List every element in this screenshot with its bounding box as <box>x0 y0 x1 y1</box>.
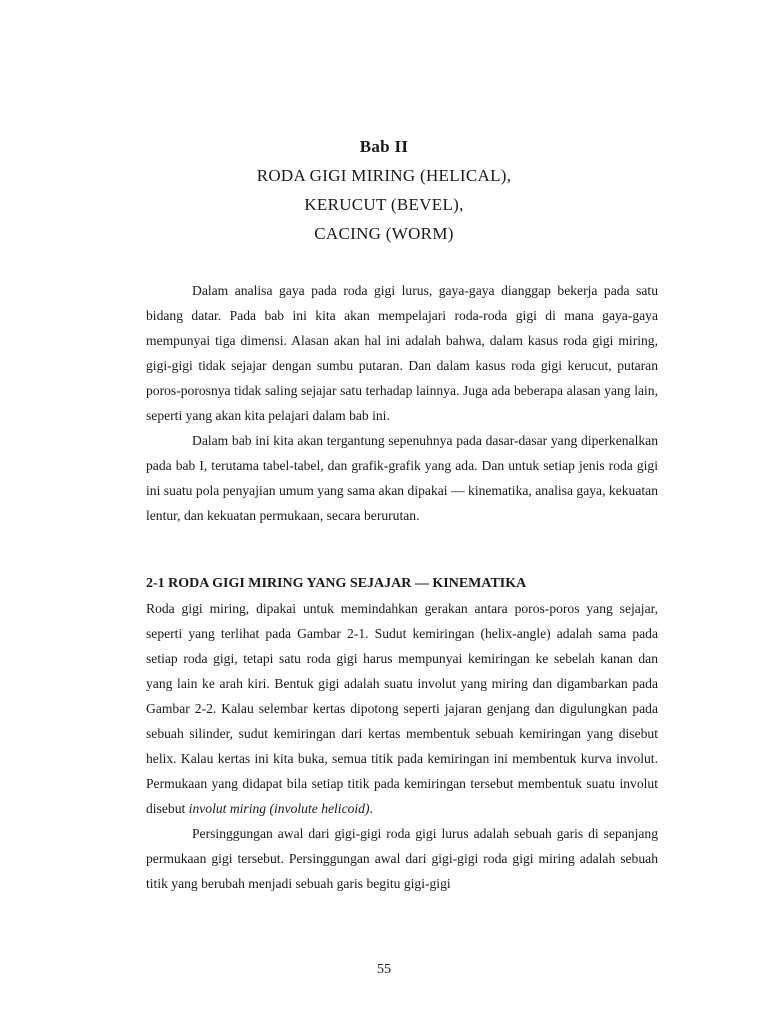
chapter-title-line-3: CACING (WORM) <box>314 224 454 243</box>
section-heading: 2-1 RODA GIGI MIRING YANG SEJAJAR — KINEMATIKA <box>146 576 527 591</box>
intro-paragraph-1: Dalam analisa gaya pada roda gigi lurus, gaya-gaya dianggap bekerja pada satu bidang datar. Pada bab ini kita akan mempelajari roda-roda gigi di mana gaya-gaya mempunyai tiga dimensi. Alasan akan hal ini adalah bahwa, dalam kasus roda gigi miring, gigi-gigi tidak sejajar dengan sumbu putaran. Dan dalam kasus roda gigi kerucut, putaran poros-porosnya tidak saling sejajar satu terhadap lainnya. Juga ada beberapa alasan yang lain, seperti yang akan kita pelajari dalam bab ini. <box>146 283 658 423</box>
section-2-1 <box>146 571 658 896</box>
intro-paragraph-2: Dalam bab ini kita akan tergantung sepenuhnya pada dasar-dasar yang diperkenalkan pada bab I, terutama tabel-tabel, dan grafik-grafik yang ada. Dan untuk setiap jenis roda gigi ini suatu pola penyajian umum yang sama akan dipakai — kinematika, analisa gaya, kekuatan lentur, dan kekuatan permukaan, secara berurutan. <box>146 433 658 523</box>
section-paragraph-1 <box>146 596 658 821</box>
page-number: 55 <box>377 962 391 977</box>
intro-section <box>146 278 658 528</box>
chapter-title-line-2: KERUCUT (BEVEL), <box>304 195 464 214</box>
chapter-title-line-1: RODA GIGI MIRING (HELICAL), <box>256 166 512 185</box>
section-paragraph-1-end: . <box>369 801 373 816</box>
section-paragraph-2: Persinggungan awal dari gigi-gigi roda gigi lurus adalah sebuah garis di sepanjang permukaan gigi tersebut. Persinggungan awal dari gigi-gigi roda gigi miring adalah sebuah titik yang berubah menjadi sebuah garis begitu gigi-gigi <box>146 826 658 891</box>
section-paragraph-1-text: Roda gigi miring, dipakai untuk memindahkan gerakan antara poros-poros yang sejajar, seperti yang terlihat pada Gambar 2-1. Sudut kemiringan (helix-angle) adalah sama pada setiap roda gigi, tetapi satu roda gigi harus mempunyai kemiringan ke sebelah kanan dan yang lain ke arah kiri. Bentuk gigi adalah suatu involut yang miring dan digambarkan pada Gambar 2-2. Kalau selembar kertas dipotong seperti jajaran genjang dan digulungkan pada sebuah silinder, sudut kemiringan dari kertas membentuk sebuah kemiringan yang disebut helix. Kalau kertas ini kita buka, semua titik pada kemiringan ini membentuk kurva involut. Permukaan yang didapat bila setiap titik pada kemiringan tersebut membentuk suatu involut disebut <box>146 601 658 816</box>
chapter-title-block <box>0 132 768 248</box>
chapter-label: Bab II <box>359 137 409 156</box>
section-paragraph-1-italic-term: involut miring (involute helicoid) <box>188 801 370 816</box>
